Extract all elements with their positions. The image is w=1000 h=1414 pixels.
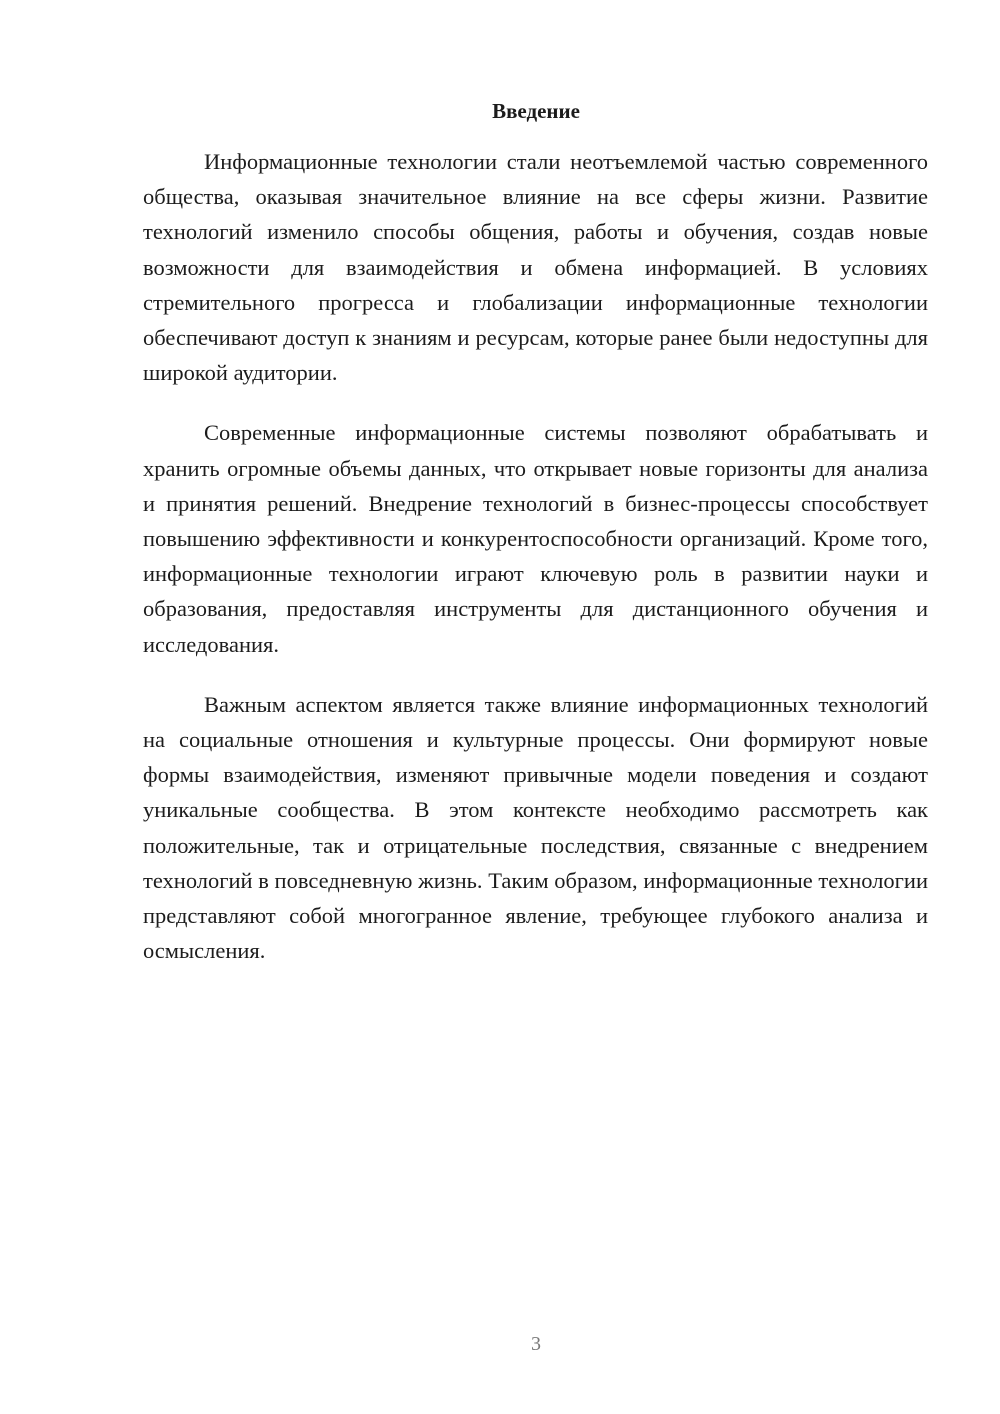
body-text [143, 144, 928, 993]
paragraph-3: Важным аспектом является также влияние информационных технологий на социальные отношения и культурные процессы. Они формируют новые формы взаимодействия, изменяют привычные модели поведения и создают уникальные сообщества. В этом контексте необходимо рассмотреть как положительные, так и отрицательные последствия, связанные с внедрением технологий в повседневную жизнь. Таким образом, информационные технологии представляют собой многогранное явление, требующее глубокого анализа и осмысления. [143, 691, 928, 964]
paragraph-1: Информационные технологии стали неотъемлемой частью современного общества, оказывая значительное влияние на все сферы жизни. Развитие технологий изменило способы общения, работы и обучения, создав новые возможности для взаимодействия и обмена информацией. В условиях стремительного прогресса и глобализации информационные технологии обеспечивают доступ к знаниям и ресурсам, которые ранее были недоступны для широкой аудитории. [143, 149, 928, 386]
paragraph-2: Современные информационные системы позволяют обрабатывать и хранить огромные объемы данных, что открывает новые горизонты для анализа и принятия решений. Внедрение технологий в бизнес-процессы способствует повышению эффективности и конкурентоспособности организаций. Кроме того, информационные технологии играют ключевую роль в развитии науки и образования, предоставляя инструменты для дистанционного обучения и исследования. [143, 420, 928, 657]
page-number: 3 [531, 1333, 541, 1355]
page-title: Введение [492, 99, 580, 123]
